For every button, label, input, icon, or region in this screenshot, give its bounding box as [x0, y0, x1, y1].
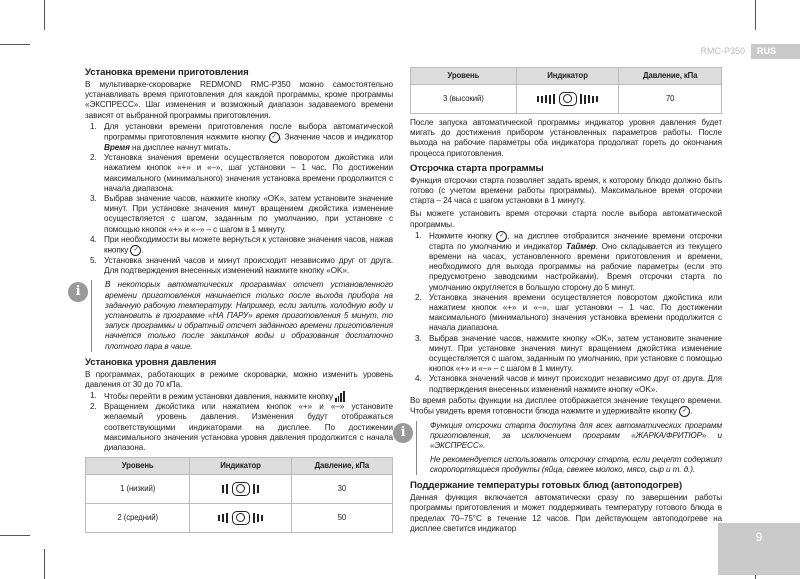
page-header — [673, 44, 800, 59]
list-text: . — [141, 245, 144, 255]
crop-mark — [0, 44, 30, 45]
list-text: Выбрав значение часов, нажмите кнопку «OK», затем установите значение минут. При установке значения минут вращением джойстика изменение осуществляется с шагом, заданным по умолчанию, при установке с помощью кнопок «+» и «–» – с шагом в 1 минуту. — [104, 194, 393, 234]
list-text: Установка значения времени осуществляется поворотом джойстика или нажатием кнопок «+» и «–», шаг установки – 1 час. По достижении максимального (минимального) значения установка времени продолжится с начала диапазона. — [429, 292, 722, 333]
pressure-cell: 30 — [291, 475, 392, 504]
indicator-cell — [516, 85, 619, 114]
list-item — [85, 402, 393, 453]
steps-list — [85, 391, 393, 453]
timer-button-icon: ✓ — [496, 231, 507, 242]
list-number: 3. — [90, 194, 97, 204]
list-text: Чтобы перейти в режим установки давления, нажмите кнопку — [104, 392, 336, 402]
note-divider — [416, 421, 417, 475]
clock-button-icon: ✓ — [269, 132, 280, 143]
list-text: Вращением джойстика или нажатием кнопок «+» и «–» установите желаемый уровень давления. Изменения будут отображаться соответствующими индикаторами на дисплее. По достижении максимального значения установка уровня давления продолжится с начала диапазона. — [104, 402, 393, 453]
section-title-cooking-time: Установка времени приготовления — [85, 67, 249, 78]
paragraph: Функция отсрочки старта позволяет задать время, к которому блюдо должно быть готово (с учетом времени работы программы). Максимальное время отсрочки старта – 24 часа с шагом установки в 1 минуту. — [410, 175, 722, 206]
list-item — [85, 235, 393, 256]
list-item — [85, 256, 393, 276]
column-header: Уровень — [86, 458, 190, 475]
list-text: Установка значений часов и минут происходит независимо друг от друга. Для подтверждения внесенных изменений нажмите кнопку «OK». — [429, 374, 722, 394]
timer-button-icon: ✓ — [679, 406, 690, 417]
list-number: 1. — [415, 230, 422, 240]
list-text: . Значение часов и индикатор — [279, 132, 393, 142]
paragraph: Данная функция включается автоматически сразу по завершении работы программы приготовления и может поддерживать температуру готового блюда в пределах 70–75°С в течение 12 часов. При действующем автоподогреве на дисплее светится индикатор — [410, 493, 722, 533]
list-text: . Оно складывается из текущего времени на часах, установленного времени приготовления и времени, необходимого для выхода программы на рабочие параметры (если это предусмотрено заводскими настройками). Время отсрочки старта по умолчанию округляется в большую сторону до 5 минут. — [429, 241, 722, 292]
info-note — [75, 280, 393, 351]
section-title-pressure: Установка уровня давления — [85, 356, 217, 368]
list-text: Установка значений часов и минут происходит независимо друг от друга. Для подтверждения внесенных изменений нажмите кнопку «OK». — [104, 256, 393, 276]
list-text: Нажмите кнопку — [429, 231, 497, 241]
list-number: 1. — [90, 121, 97, 131]
crop-mark — [44, 0, 45, 30]
list-text: Для установки времени приготовления после выбора автоматической программы приготовления нажмите кнопку — [104, 121, 393, 142]
language-label: RUS — [751, 44, 800, 59]
info-icon: i — [393, 423, 413, 443]
level-cell: 3 (высокий) — [411, 85, 517, 114]
list-number: 3. — [415, 333, 422, 343]
list-text: Установка значения времени осуществляется поворотом джойстика или нажатием кнопок «+» и «–», шаг установки – 1 час. По достижении максимального (минимального) значения установка времени продолжится с начала диапазона. — [104, 153, 393, 193]
table-row — [86, 475, 393, 504]
note-text: В некоторых автоматических программах отсчет установленного времени приготовления начинается только после выхода прибора на заданную рабочую температуру. Например, если залить холодную воду и установить в программе «НА ПАРУ» время приготовления 5 минут, то запуск программы и обратный отсчет заданного времени приготовления начнется только после закипания воды и образования достаточно плотного пара в чаше. — [105, 280, 393, 351]
indicator-name: Время — [104, 143, 130, 153]
list-item — [410, 231, 722, 293]
info-icon: i — [68, 282, 88, 302]
list-number: 2. — [415, 292, 422, 302]
list-text: Выбрав значение часов, нажмите кнопку «OK», затем установите значение минут. При установке значения минут вращением джойстика изменение осуществляется с шагом, заданным по умолчанию, при установке с помощью кнопок «+» и «–» – с шагом в 1 минуту. — [429, 333, 722, 374]
section-title-keep-warm: Поддержание температуры готовых блюд (автоподогрев) — [410, 480, 683, 492]
note-text: Не рекомендуется использовать отсрочку старта, если рецепт содержит скоропортящиеся продукты (яйца, свежее молоко, мясо, сыр и т. д.). — [430, 454, 722, 474]
column-header: Давление, кПа — [291, 458, 392, 475]
column-header: Уровень — [411, 68, 517, 85]
note-text: Функция отсрочки старта доступна для всех автоматических программ приготовления, за исключением программ «ЖАРКА/ФРИТЮР» и «ЭКСПРЕСС». — [430, 421, 722, 451]
paragraph: Вы можете установить время отсрочки старта после выбора автоматической программы. — [410, 209, 722, 229]
paragraph-text: Во время работы функции на дисплее отображается значение текущего времени. Чтобы увидеть время готовности блюда нажмите и удерживайте кнопку — [410, 395, 722, 416]
info-note — [400, 421, 722, 475]
list-item — [85, 194, 393, 235]
list-text: При необходимости вы можете вернуться к установке значения часов, нажав кнопку — [104, 234, 393, 255]
list-item — [410, 334, 722, 375]
column-header: Индикатор — [516, 68, 619, 85]
crop-mark — [0, 535, 30, 536]
table-row — [86, 504, 393, 533]
indicator-cell — [190, 475, 291, 504]
crop-mark — [755, 0, 756, 30]
list-item — [410, 374, 722, 394]
note-divider — [91, 280, 92, 351]
level-cell: 1 (низкий) — [86, 475, 190, 504]
indicator-name: Таймер — [566, 241, 596, 251]
list-item — [410, 293, 722, 334]
pressure-cell: 70 — [619, 85, 722, 114]
list-number: 2. — [90, 402, 97, 412]
column-header: Давление, кПа — [619, 68, 722, 85]
list-number: 1. — [90, 391, 97, 401]
page-number: 9 — [718, 523, 800, 575]
list-number: 5. — [90, 256, 97, 266]
list-item — [85, 153, 393, 194]
list-item — [85, 122, 393, 153]
pressure-icon — [335, 391, 344, 402]
model-label: RMC-P350 — [700, 46, 745, 56]
left-column — [75, 67, 393, 533]
clock-button-icon: ✓ — [130, 245, 141, 256]
paragraph: Во время работы функции на дисплее отображается значение текущего времени. Чтобы увидеть время готовности блюда нажмите и удерживайте кнопку ✓ . — [410, 395, 722, 416]
paragraph: После запуска автоматической программы индикатор уровня давления будет мигать до достижения прибором установленных параметров работы. После выхода на рабочие параметры оба индикатора продолжат гореть до окончания процесса приготовления. — [410, 118, 722, 158]
indicator-cell — [190, 504, 291, 533]
list-number: 2. — [90, 153, 97, 163]
column-header: Индикатор — [190, 458, 291, 475]
steps-list — [85, 122, 393, 277]
list-text: , на дисплее отобразится значение времени отсрочки старта по умолчанию и индикатор — [429, 231, 723, 251]
steps-list — [410, 231, 722, 395]
pressure-cell: 50 — [291, 504, 392, 533]
paragraph: В программах, работающих в режиме скороварки, можно изменить уровень давления от 30 до 70 кПа. — [85, 369, 393, 390]
level-cell: 2 (средний) — [86, 504, 190, 533]
paragraph: В мультиварке-скороварке REDMOND RMC-P350 можно самостоятельно устанавливать время приготовления для каждой программы, кроме программы «ЭКСПРЕСС». Шаг изменения и возможный диапазон задаваемого времени зависят от выбранной программы приготовления. — [85, 80, 393, 120]
pressure-indicator-icon — [537, 92, 598, 106]
list-number: 4. — [415, 374, 422, 384]
pressure-indicator-icon — [218, 511, 263, 525]
list-text: на дисплее начнут мигать. — [129, 143, 231, 153]
section-title-delay-start: Отсрочка старта программы — [410, 162, 544, 174]
pressure-table — [85, 457, 393, 533]
list-number: 4. — [90, 234, 97, 244]
list-item — [85, 391, 393, 402]
pressure-indicator-icon — [222, 482, 260, 496]
pressure-table-continued — [410, 67, 722, 114]
table-row — [411, 85, 722, 114]
crop-mark — [44, 549, 45, 579]
right-column — [400, 67, 723, 535]
